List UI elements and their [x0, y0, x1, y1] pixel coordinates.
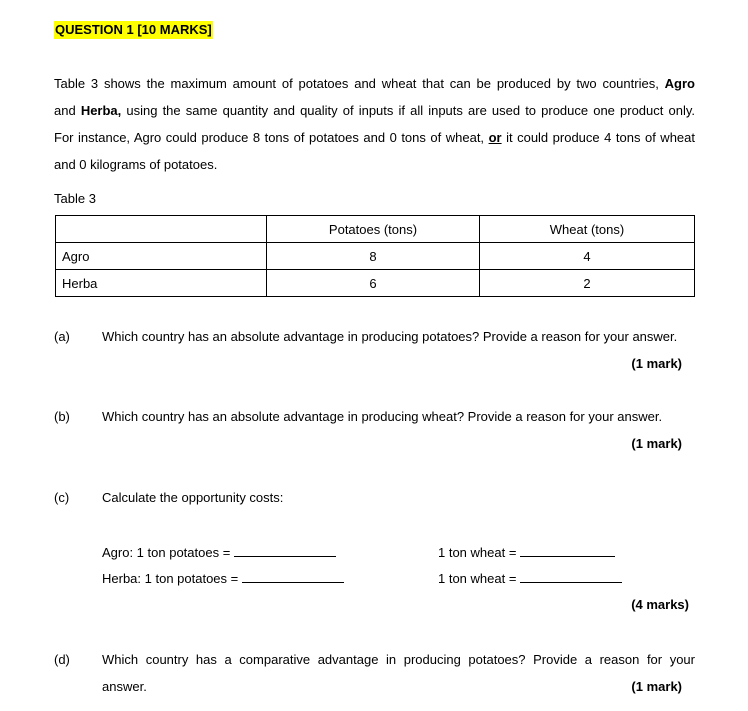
question-b-marks: (1 mark)	[631, 436, 682, 451]
agro-wheat-answer-blank[interactable]	[520, 544, 615, 557]
intro-text: Table 3 shows the maximum amount of potatoes and wheat that can be produced by two countries,	[54, 76, 659, 91]
table-cell: 8	[267, 243, 480, 270]
table-3	[55, 215, 695, 297]
intro-line-4: and 0 kilograms of potatoes.	[54, 157, 218, 172]
table-header-cell: Wheat (tons)	[480, 216, 695, 243]
agro-wheat-label: 1 ton wheat =	[438, 545, 517, 560]
question-d-text: Which country has a comparative advantage in producing potatoes? Provide a reason for your	[102, 652, 695, 667]
emphasis-or: or	[488, 130, 502, 145]
herba-potatoes-label: Herba: 1 ton potatoes =	[102, 571, 239, 586]
table-cell: 2	[480, 270, 695, 297]
country-herba: Herba,	[80, 103, 122, 118]
question-c-marks: (4 marks)	[631, 597, 689, 612]
question-a-marks: (1 mark)	[631, 356, 682, 371]
herba-potatoes-answer-blank[interactable]	[242, 570, 344, 583]
question-b-label: (b)	[54, 409, 70, 424]
table-row	[56, 270, 695, 297]
intro-line-2	[54, 103, 695, 119]
table-cell: 4	[480, 243, 695, 270]
herba-wheat-row	[438, 570, 622, 586]
country-agro: Agro	[664, 76, 695, 91]
intro-text: For instance, Agro could produce 8 tons of potatoes and 0 tons of wheat,	[54, 130, 485, 145]
question-b-text: Which country has an absolute advantage in producing wheat? Provide a reason for your answer.	[102, 409, 663, 424]
table-cell: 6	[267, 270, 480, 297]
agro-potatoes-answer-blank[interactable]	[234, 544, 336, 557]
herba-wheat-label: 1 ton wheat =	[438, 571, 517, 586]
agro-potatoes-row	[102, 544, 336, 560]
question-title: QUESTION 1 [10 MARKS]	[55, 22, 212, 37]
question-d-marks: (1 mark)	[631, 679, 682, 694]
table-header-cell	[56, 216, 267, 243]
intro-line-3	[54, 130, 695, 146]
herba-wheat-answer-blank[interactable]	[520, 570, 622, 583]
question-a-label: (a)	[54, 329, 70, 344]
table-cell: Herba	[56, 270, 267, 297]
question-c-text: Calculate the opportunity costs:	[102, 490, 284, 505]
question-c-label: (c)	[54, 490, 70, 505]
table-label: Table 3	[54, 191, 96, 206]
intro-text: it could produce 4 tons of wheat	[506, 130, 695, 145]
table-cell: Agro	[56, 243, 267, 270]
question-d-label: (d)	[54, 652, 70, 667]
question-a-text: Which country has an absolute advantage in producing potatoes? Provide a reason for your answer.	[102, 329, 678, 344]
question-d-text-cont: answer.	[102, 679, 147, 694]
intro-text: using the same quantity and quality of inputs if all inputs are used to produce one product only.	[126, 103, 695, 118]
agro-potatoes-label: Agro: 1 ton potatoes =	[102, 545, 231, 560]
table-header-cell: Potatoes (tons)	[267, 216, 480, 243]
agro-wheat-row	[438, 544, 615, 560]
intro-text: and	[54, 103, 76, 118]
table-row	[56, 243, 695, 270]
table-header-row	[56, 216, 695, 243]
herba-potatoes-row	[102, 570, 344, 586]
intro-line-1	[54, 76, 695, 92]
